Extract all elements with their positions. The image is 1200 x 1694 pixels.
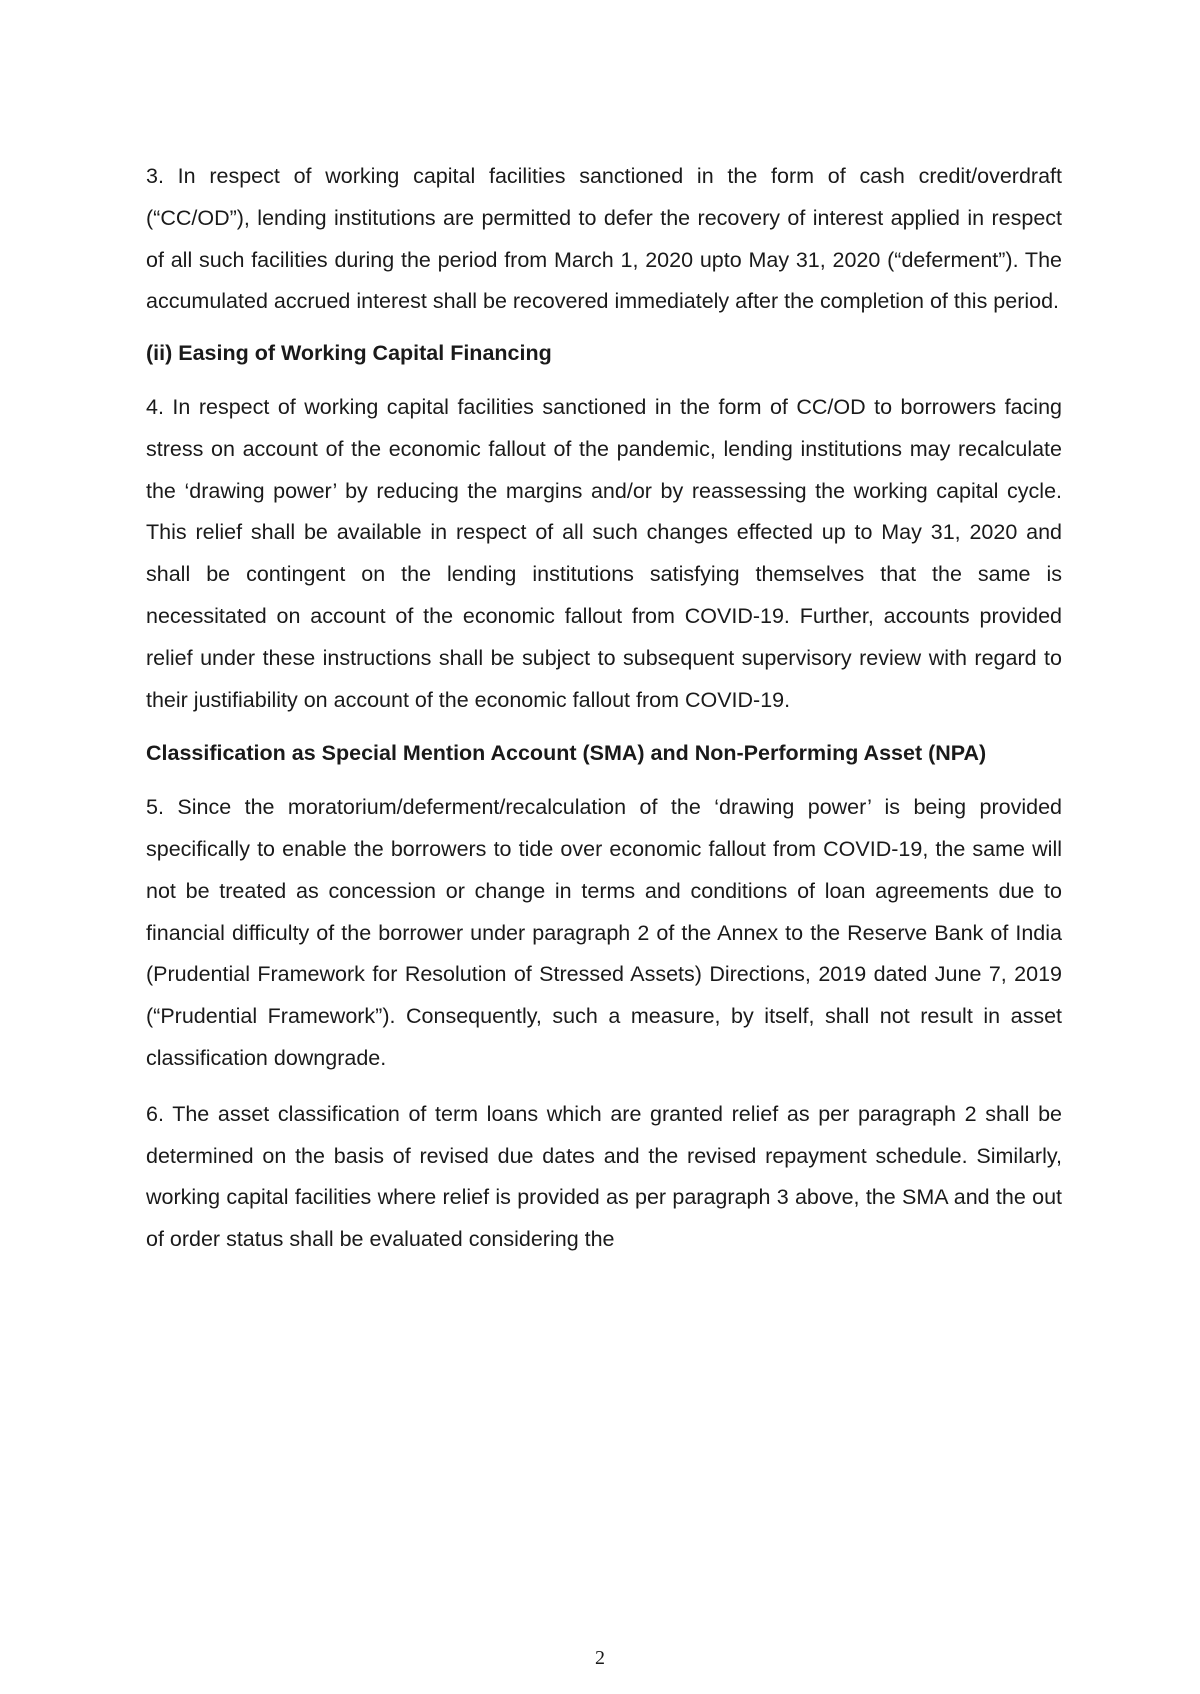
document-page [146, 156, 1062, 1275]
page-number: 2 [595, 1647, 605, 1669]
paragraph-5: 5. Since the moratorium/deferment/recalculation of the ‘drawing power’ is being provided specifically to enable the borrowers to tide over economic fallout from COVID-19, the same will not be treated as concession or change in terms and conditions of loan agreements due to financial difficulty of the borrower under paragraph 2 of the Annex to the Reserve Bank of India (Prudential Framework for Resolution of Stressed Assets) Directions, 2019 dated June 7, 2019 (“Prudential Framework”). Consequently, such a measure, by itself, shall not result in asset classification downgrade. [146, 795, 1062, 1070]
paragraph-6: 6. The asset classification of term loans which are granted relief as per paragraph 2 shall be determined on the basis of revised due dates and the revised repayment schedule. Similarly, working capital facilities where relief is provided as per paragraph 3 above, the SMA and the out of order status shall be evaluated considering the [146, 1101, 1062, 1252]
section-heading-classification: Classification as Special Mention Account (SMA) and Non-Performing Asset (NPA) [146, 741, 987, 766]
section-heading-working-capital: (ii) Easing of Working Capital Financing [146, 341, 552, 366]
paragraph-3: 3. In respect of working capital facilities sanctioned in the form of cash credit/overdraft (“CC/OD”), lending institutions are permitted to defer the recovery of interest applied in respect of all such facilities during the period from March 1, 2020 upto May 31, 2020 (“deferment”). The accumulated accrued interest shall be recovered immediately after the completion of this period. [146, 164, 1062, 314]
paragraph-4: 4. In respect of working capital facilities sanctioned in the form of CC/OD to borrowers facing stress on account of the economic fallout of the pandemic, lending institutions may recalculate the ‘drawing power’ by reducing the margins and/or by reassessing the working capital cycle. This relief shall be available in respect of all such changes effected up to May 31, 2020 and shall be contingent on the lending institutions satisfying themselves that the same is necessitated on account of the economic fallout from COVID-19. Further, accounts provided relief under these instructions shall be subject to subsequent supervisory review with regard to their justifiability on account of the economic fallout from COVID-19. [146, 394, 1062, 712]
